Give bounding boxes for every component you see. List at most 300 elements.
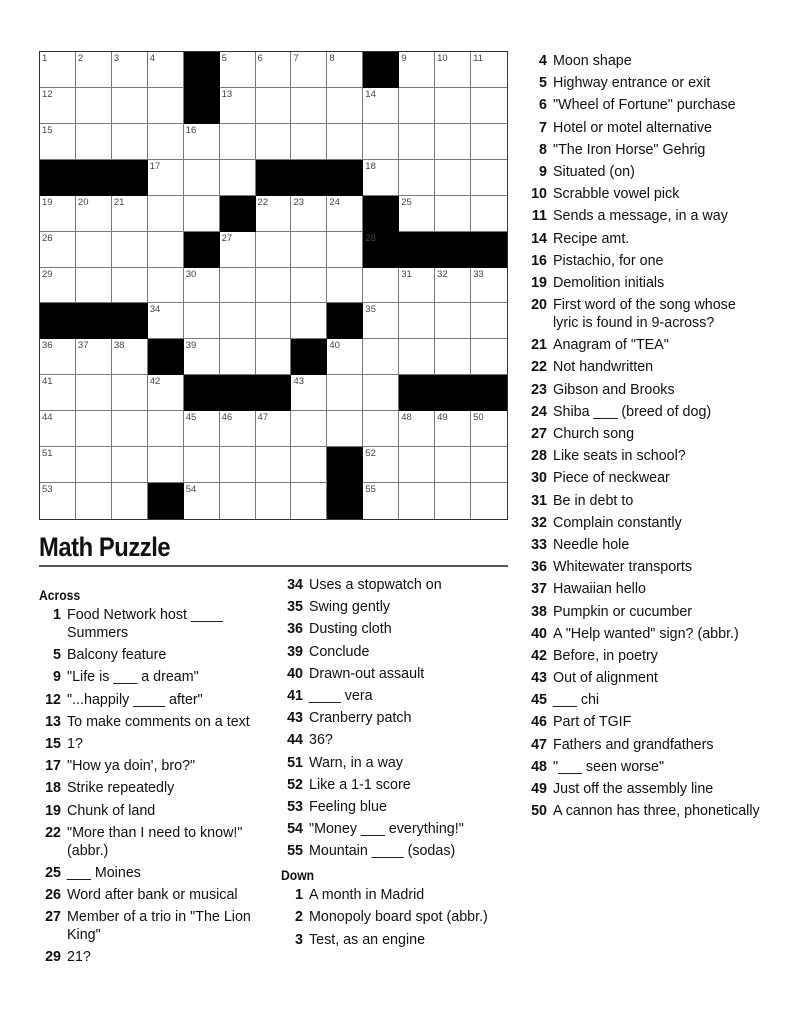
- black-square: [471, 232, 507, 268]
- cell-number: 27: [221, 232, 233, 244]
- grid-cell[interactable]: [327, 124, 363, 160]
- clue-text: Anagram of "TEA": [553, 337, 669, 354]
- grid-cell[interactable]: [40, 411, 76, 447]
- grid-cell[interactable]: [291, 232, 327, 268]
- clue-text: "___ seen worse": [553, 758, 665, 775]
- cell-number: 45: [185, 412, 197, 424]
- grid-cell[interactable]: [435, 88, 471, 124]
- grid-cell[interactable]: [399, 339, 435, 375]
- grid-cell[interactable]: [256, 411, 292, 447]
- down-clue: [525, 691, 765, 709]
- grid-cell[interactable]: [40, 375, 76, 411]
- clue-text: "Life is ___ a dream": [67, 669, 199, 686]
- grid-cell[interactable]: [399, 483, 435, 519]
- grid-cell[interactable]: [112, 232, 148, 268]
- grid-cell[interactable]: [148, 88, 184, 124]
- cell-number: 50: [473, 412, 484, 424]
- grid-cell[interactable]: [220, 447, 256, 483]
- cell-number: 18: [365, 160, 376, 172]
- clue-number: 5: [539, 75, 547, 92]
- clue-number: 42: [531, 647, 547, 664]
- grid-cell[interactable]: [399, 160, 435, 196]
- cell-number: 25: [401, 196, 412, 208]
- grid-cell[interactable]: [40, 196, 76, 232]
- grid-cell[interactable]: [363, 339, 399, 375]
- down-clue: [525, 780, 765, 798]
- grid-cell[interactable]: [327, 232, 363, 268]
- grid-cell[interactable]: [435, 124, 471, 160]
- grid-cell[interactable]: [184, 124, 220, 160]
- grid-cell[interactable]: [40, 483, 76, 519]
- grid-cell[interactable]: [435, 339, 471, 375]
- grid-cell[interactable]: [471, 411, 507, 447]
- grid-cell[interactable]: [112, 483, 148, 519]
- grid-cell[interactable]: [471, 268, 507, 304]
- grid-cell[interactable]: [435, 268, 471, 304]
- grid-cell[interactable]: [148, 303, 184, 339]
- grid-cell[interactable]: [40, 88, 76, 124]
- grid-cell[interactable]: [363, 483, 399, 519]
- clue-number: 3: [295, 931, 303, 948]
- grid-cell[interactable]: [256, 52, 292, 88]
- clue-number: 9: [53, 669, 61, 686]
- grid-cell[interactable]: [399, 124, 435, 160]
- across-clue: [39, 757, 271, 775]
- grid-cell[interactable]: [112, 268, 148, 304]
- clue-text: Like seats in school?: [553, 448, 686, 465]
- clue-number: 11: [531, 208, 547, 225]
- grid-cell[interactable]: [471, 339, 507, 375]
- clue-number: 22: [45, 824, 61, 841]
- clue-number: 29: [45, 949, 61, 966]
- grid-cell[interactable]: [471, 88, 507, 124]
- across-clue: [39, 606, 271, 642]
- cell-number: 28: [365, 232, 376, 244]
- grid-cell[interactable]: [76, 447, 112, 483]
- grid-cell[interactable]: [112, 411, 148, 447]
- clue-number: 44: [287, 732, 303, 749]
- grid-cell[interactable]: [327, 268, 363, 304]
- grid-cell[interactable]: [76, 268, 112, 304]
- clue-number: 52: [287, 776, 303, 793]
- black-square: [112, 303, 148, 339]
- clue-text: Demolition initials: [553, 274, 665, 291]
- clue-text: Situated (on): [553, 163, 635, 180]
- grid-cell[interactable]: [40, 124, 76, 160]
- down-clue: [525, 713, 765, 731]
- down-clue: [525, 669, 765, 687]
- down-clue: [525, 336, 765, 354]
- clue-number: 25: [45, 864, 61, 881]
- grid-cell[interactable]: [471, 447, 507, 483]
- clue-number: 49: [531, 781, 547, 797]
- grid-cell[interactable]: [256, 483, 292, 519]
- across-clue: [281, 598, 513, 616]
- clue-number: 8: [539, 141, 547, 158]
- grid-cell[interactable]: [256, 447, 292, 483]
- grid-cell[interactable]: [256, 88, 292, 124]
- grid-cell[interactable]: [148, 52, 184, 88]
- grid-cell[interactable]: [471, 196, 507, 232]
- across-clue: [281, 754, 513, 772]
- clue-text: 21?: [67, 949, 91, 966]
- black-square: [291, 160, 327, 196]
- grid-cell[interactable]: [40, 52, 76, 88]
- grid-cell[interactable]: [76, 232, 112, 268]
- clue-number: 10: [531, 186, 547, 203]
- clue-number: 48: [531, 758, 547, 775]
- grid-cell[interactable]: [291, 447, 327, 483]
- grid-cell[interactable]: [291, 375, 327, 411]
- down-clue: [525, 74, 765, 92]
- cell-number: 7: [293, 53, 299, 64]
- cell-number: 15: [42, 124, 53, 136]
- grid-cell[interactable]: [184, 160, 220, 196]
- clue-number: 46: [531, 714, 547, 731]
- clue-number: 17: [45, 758, 61, 775]
- clue-number: 27: [531, 426, 547, 442]
- black-square: [363, 196, 399, 232]
- clue-number: 28: [531, 448, 547, 465]
- down-clue: [525, 230, 765, 248]
- clue-text: Before, in poetry: [553, 647, 658, 664]
- clue-number: 32: [531, 514, 547, 531]
- down-clue: [281, 908, 513, 926]
- grid-cell[interactable]: [76, 88, 112, 124]
- grid-cell[interactable]: [471, 124, 507, 160]
- black-square: [184, 232, 220, 268]
- grid-cell[interactable]: [220, 232, 256, 268]
- grid-cell[interactable]: [327, 375, 363, 411]
- grid-cell[interactable]: [148, 160, 184, 196]
- black-square: [76, 303, 112, 339]
- down-clue: [525, 381, 765, 399]
- grid-cell[interactable]: [256, 268, 292, 304]
- grid-cell[interactable]: [184, 303, 220, 339]
- across-clue: [39, 668, 271, 686]
- cell-number: 38: [113, 340, 125, 352]
- cell-number: 48: [401, 412, 412, 424]
- grid-cell[interactable]: [112, 88, 148, 124]
- clue-number: 6: [539, 97, 547, 114]
- down-clue: [525, 514, 765, 532]
- grid-cell[interactable]: [220, 268, 256, 304]
- grid-cell[interactable]: [148, 411, 184, 447]
- grid-cell[interactable]: [184, 411, 220, 447]
- grid-cell[interactable]: [471, 483, 507, 519]
- cell-number: 42: [149, 376, 161, 388]
- clue-text: Highway entrance or exit: [553, 75, 711, 92]
- clue-text: To make comments on a text: [67, 713, 250, 730]
- grid-cell[interactable]: [112, 52, 148, 88]
- down-clue: [525, 141, 765, 159]
- clue-number: 21: [531, 337, 547, 354]
- grid-cell[interactable]: [40, 268, 76, 304]
- clue-text: Cranberry patch: [309, 710, 412, 727]
- clue-text: Piece of neckwear: [553, 470, 670, 487]
- down-clue: [525, 252, 765, 270]
- grid-cell[interactable]: [184, 483, 220, 519]
- grid-cell[interactable]: [399, 447, 435, 483]
- grid-cell[interactable]: [256, 196, 292, 232]
- cell-number: 47: [257, 412, 269, 424]
- grid-cell[interactable]: [148, 196, 184, 232]
- grid-cell[interactable]: [76, 411, 112, 447]
- clue-text: Like a 1-1 score: [309, 776, 411, 793]
- clue-number: 18: [45, 780, 61, 797]
- clue-number: 35: [287, 599, 303, 616]
- black-square: [363, 232, 399, 268]
- clue-number: 34: [287, 577, 303, 593]
- down-clue: [525, 603, 765, 621]
- grid-cell[interactable]: [148, 232, 184, 268]
- cell-number: 8: [329, 53, 335, 64]
- black-square: [184, 88, 220, 124]
- clue-text: Strike repeatedly: [67, 780, 175, 797]
- grid-cell[interactable]: [256, 303, 292, 339]
- grid-cell[interactable]: [112, 447, 148, 483]
- grid-cell[interactable]: [291, 124, 327, 160]
- grid-cell[interactable]: [435, 303, 471, 339]
- grid-cell[interactable]: [363, 411, 399, 447]
- clue-text: Gibson and Brooks: [553, 381, 675, 398]
- grid-cell[interactable]: [327, 196, 363, 232]
- grid-cell[interactable]: [220, 303, 256, 339]
- clue-text: "...happily ____ after": [67, 691, 203, 708]
- grid-cell[interactable]: [363, 124, 399, 160]
- grid-cell[interactable]: [435, 411, 471, 447]
- cell-number: 6: [257, 53, 263, 64]
- grid-cell[interactable]: [291, 196, 327, 232]
- grid-cell[interactable]: [435, 52, 471, 88]
- down-clue: [525, 625, 765, 643]
- down-clue: [525, 492, 765, 510]
- grid-cell[interactable]: [220, 160, 256, 196]
- clue-text: 36?: [309, 732, 333, 749]
- grid-cell[interactable]: [76, 196, 112, 232]
- grid-cell[interactable]: [399, 303, 435, 339]
- cell-number: 11: [473, 53, 483, 64]
- black-square: [399, 375, 435, 411]
- grid-cell[interactable]: [327, 339, 363, 375]
- black-square: [184, 52, 220, 88]
- black-square: [435, 232, 471, 268]
- down-clue: [525, 96, 765, 114]
- grid-cell[interactable]: [399, 268, 435, 304]
- clue-number: 31: [531, 492, 547, 509]
- cell-number: 40: [329, 340, 340, 352]
- crossword-grid: [39, 51, 508, 520]
- down-clue: [525, 558, 765, 576]
- grid-cell[interactable]: [327, 52, 363, 88]
- cell-number: 35: [365, 304, 376, 316]
- clue-number: 24: [531, 403, 547, 420]
- grid-cell[interactable]: [363, 447, 399, 483]
- clue-text: Conclude: [309, 643, 370, 660]
- grid-cell[interactable]: [327, 88, 363, 124]
- grid-cell[interactable]: [220, 339, 256, 375]
- grid-cell[interactable]: [256, 339, 292, 375]
- down-clue: [525, 758, 765, 776]
- grid-cell[interactable]: [291, 411, 327, 447]
- grid-cell[interactable]: [76, 339, 112, 375]
- grid-cell[interactable]: [220, 88, 256, 124]
- clue-number: 43: [287, 710, 303, 727]
- grid-cell[interactable]: [112, 339, 148, 375]
- grid-cell[interactable]: [40, 232, 76, 268]
- cell-number: 16: [185, 124, 197, 136]
- grid-cell[interactable]: [291, 268, 327, 304]
- clue-text: Sends a message, in a way: [553, 208, 728, 225]
- grid-cell[interactable]: [363, 268, 399, 304]
- grid-cell[interactable]: [435, 447, 471, 483]
- page-title: Math Puzzle: [39, 532, 171, 562]
- grid-cell[interactable]: [471, 160, 507, 196]
- grid-cell[interactable]: [148, 268, 184, 304]
- grid-cell[interactable]: [76, 124, 112, 160]
- clue-text: First word of the song whose lyric is found in 9-across?: [553, 297, 736, 332]
- black-square: [40, 303, 76, 339]
- grid-cell[interactable]: [148, 375, 184, 411]
- grid-cell[interactable]: [363, 303, 399, 339]
- grid-cell[interactable]: [291, 483, 327, 519]
- grid-cell[interactable]: [471, 52, 507, 88]
- clue-number: 22: [531, 359, 547, 376]
- grid-cell[interactable]: [220, 411, 256, 447]
- cell-number: 13: [221, 88, 233, 100]
- cell-number: 44: [42, 412, 53, 424]
- grid-cell[interactable]: [76, 52, 112, 88]
- clue-text: Shiba ___ (breed of dog): [553, 403, 712, 420]
- cell-number: 32: [437, 268, 448, 280]
- grid-cell[interactable]: [220, 483, 256, 519]
- grid-cell[interactable]: [363, 375, 399, 411]
- grid-cell[interactable]: [291, 303, 327, 339]
- grid-cell[interactable]: [148, 124, 184, 160]
- black-square: [327, 483, 363, 519]
- down-heading: Down: [281, 868, 315, 884]
- black-square: [148, 483, 184, 519]
- clue-number: 12: [45, 691, 61, 708]
- cell-number: 17: [149, 160, 161, 172]
- clue-text: Monopoly board spot (abbr.): [309, 909, 488, 926]
- grid-cell[interactable]: [399, 411, 435, 447]
- cell-number: 14: [365, 88, 376, 100]
- across-clue: [281, 798, 513, 816]
- cell-number: 43: [293, 376, 305, 388]
- grid-cell[interactable]: [256, 124, 292, 160]
- across-clue: [39, 864, 271, 882]
- clue-number: 27: [45, 909, 61, 926]
- cell-number: 26: [42, 232, 53, 244]
- clue-text: Be in debt to: [553, 492, 634, 509]
- clue-text: Chunk of land: [67, 802, 156, 819]
- grid-cell[interactable]: [399, 52, 435, 88]
- clue-text: 1?: [67, 735, 83, 752]
- cell-number: 30: [185, 268, 197, 280]
- grid-cell[interactable]: [471, 303, 507, 339]
- grid-cell[interactable]: [40, 339, 76, 375]
- clue-number: 37: [531, 581, 547, 598]
- grid-cell[interactable]: [76, 375, 112, 411]
- black-square: [148, 339, 184, 375]
- grid-cell[interactable]: [363, 88, 399, 124]
- clue-number: 36: [531, 559, 547, 576]
- grid-cell[interactable]: [291, 52, 327, 88]
- grid-cell[interactable]: [112, 375, 148, 411]
- black-square: [76, 160, 112, 196]
- clue-text: A cannon has three, phonetically: [553, 803, 760, 820]
- grid-cell[interactable]: [112, 196, 148, 232]
- title-divider: [39, 565, 508, 567]
- grid-cell[interactable]: [184, 268, 220, 304]
- grid-cell[interactable]: [435, 160, 471, 196]
- clue-text: Scrabble vowel pick: [553, 186, 680, 203]
- black-square: [40, 160, 76, 196]
- clue-text: Recipe amt.: [553, 230, 630, 247]
- down-clue: [525, 425, 765, 443]
- grid-cell[interactable]: [435, 483, 471, 519]
- clue-number: 23: [531, 381, 547, 398]
- grid-cell[interactable]: [327, 411, 363, 447]
- across-clue: [281, 643, 513, 661]
- clue-text: Moon shape: [553, 53, 632, 69]
- down-clue: [525, 163, 765, 181]
- cell-number: 24: [329, 196, 340, 208]
- clue-number: 36: [287, 621, 303, 638]
- clue-text: "How ya doin', bro?": [67, 758, 196, 775]
- clue-number: 5: [53, 647, 61, 664]
- across-clue: [281, 687, 513, 705]
- grid-cell[interactable]: [220, 124, 256, 160]
- grid-cell[interactable]: [184, 339, 220, 375]
- cell-number: 53: [42, 484, 53, 496]
- grid-cell[interactable]: [76, 483, 112, 519]
- grid-cell[interactable]: [220, 52, 256, 88]
- clue-column-3: [525, 52, 765, 824]
- grid-cell[interactable]: [399, 88, 435, 124]
- clue-number: 43: [531, 670, 547, 687]
- clue-number: 1: [295, 887, 303, 904]
- black-square: [256, 375, 292, 411]
- down-clue: [525, 274, 765, 292]
- grid-cell[interactable]: [112, 124, 148, 160]
- cell-number: 12: [42, 88, 53, 100]
- clue-text: Needle hole: [553, 536, 630, 553]
- grid-cell[interactable]: [363, 160, 399, 196]
- clue-text: Uses a stopwatch on: [309, 577, 442, 593]
- grid-cell[interactable]: [40, 447, 76, 483]
- down-clue: [525, 802, 765, 820]
- down-clue: [525, 447, 765, 465]
- down-clue: [525, 536, 765, 554]
- grid-cell[interactable]: [291, 88, 327, 124]
- down-clue: [525, 185, 765, 203]
- grid-cell[interactable]: [184, 447, 220, 483]
- black-square: [327, 303, 363, 339]
- clue-number: 4: [539, 53, 547, 69]
- clue-number: 40: [287, 665, 303, 682]
- grid-cell[interactable]: [435, 196, 471, 232]
- grid-cell[interactable]: [399, 196, 435, 232]
- clue-text: ___ Moines: [67, 864, 141, 881]
- grid-cell[interactable]: [184, 196, 220, 232]
- grid-cell[interactable]: [148, 447, 184, 483]
- across-clue: [39, 908, 271, 944]
- black-square: [399, 232, 435, 268]
- grid-cell[interactable]: [256, 232, 292, 268]
- down-clue: [281, 886, 513, 904]
